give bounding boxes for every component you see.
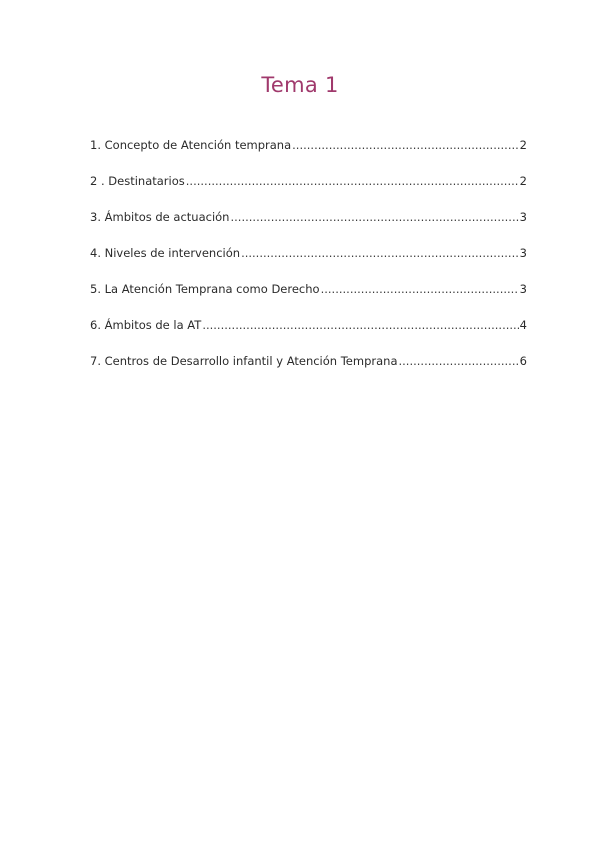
toc-dot-leader: [241, 245, 519, 261]
toc-page-number: 2: [519, 138, 527, 152]
toc-page-number: 3: [519, 210, 527, 224]
toc-page-number: 3: [519, 282, 527, 296]
toc-dot-leader: [292, 137, 519, 153]
toc-dot-leader: [230, 209, 518, 225]
toc-page-number: 2: [519, 174, 527, 188]
toc-page-number: 6: [519, 354, 527, 368]
toc-entry-title: 3. Ámbitos de actuación: [90, 210, 230, 224]
toc-entry-title: 5. La Atención Temprana como Derecho: [90, 282, 320, 296]
table-of-contents: [90, 137, 527, 389]
toc-entry[interactable]: [90, 353, 527, 389]
toc-entry-title: 7. Centros de Desarrollo infantil y Atención Temprana: [90, 354, 398, 368]
toc-page-number: 4: [519, 318, 527, 332]
toc-entry-title: 4. Niveles de intervención: [90, 246, 241, 260]
page-title: Tema 1: [261, 73, 339, 97]
toc-entry-title: 2 . Destinatarios: [90, 174, 185, 188]
toc-dot-leader: [399, 353, 519, 369]
toc-entry[interactable]: [90, 137, 527, 173]
toc-page-number: 3: [519, 246, 527, 260]
toc-entry[interactable]: [90, 173, 527, 209]
toc-entry[interactable]: [90, 245, 527, 281]
toc-dot-leader: [202, 317, 518, 333]
toc-entry-title: 6. Ámbitos de la AT: [90, 318, 202, 332]
toc-entry[interactable]: [90, 317, 527, 353]
toc-entry-title: 1. Concepto de Atención temprana: [90, 138, 292, 152]
toc-entry[interactable]: [90, 209, 527, 245]
toc-entry[interactable]: [90, 281, 527, 317]
toc-dot-leader: [321, 281, 519, 297]
toc-dot-leader: [186, 173, 519, 189]
